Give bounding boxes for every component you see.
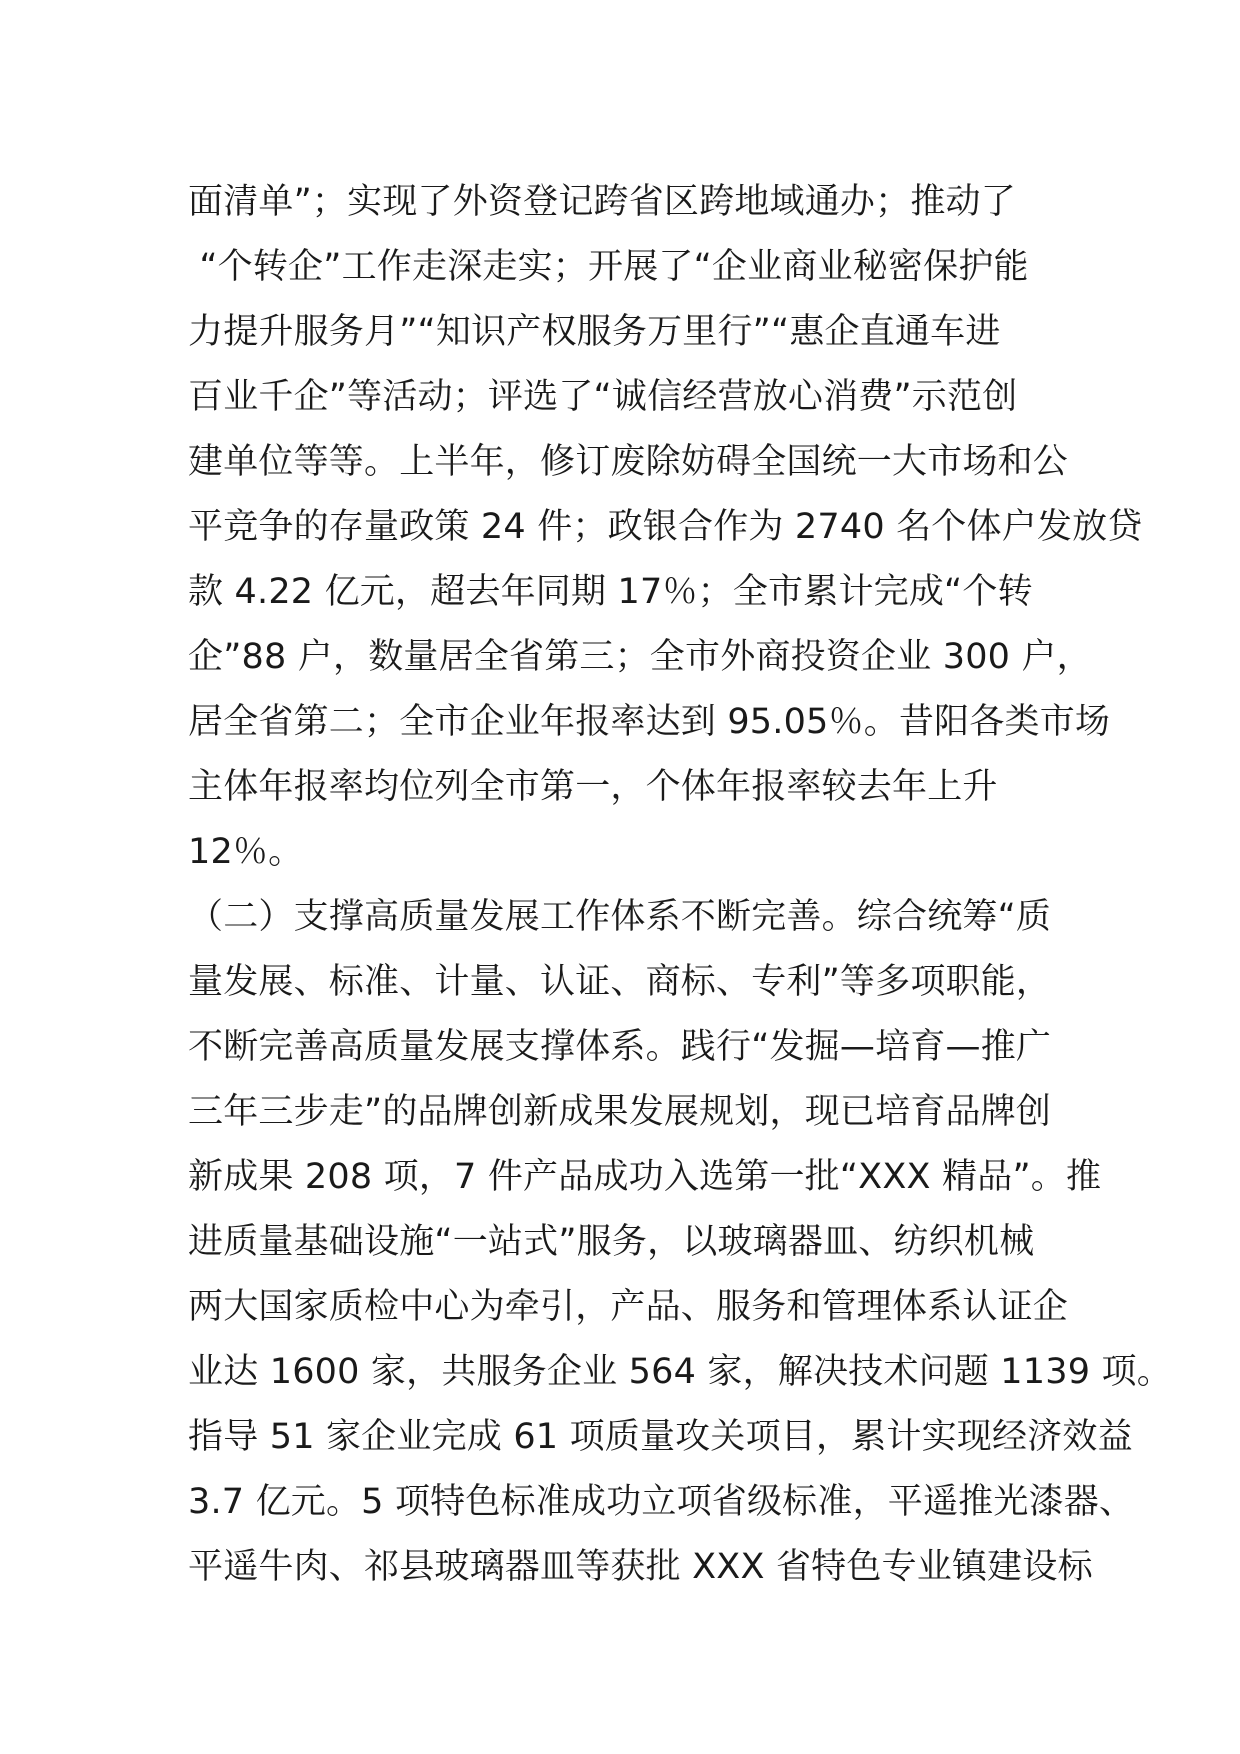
text-line: 百业千企”等活动；评选了“诚信经营放心消费”示范创 xyxy=(188,377,1018,417)
text-line: 居全省第二；全市企业年报率达到 95.05％。昔阳各类市场 xyxy=(188,702,1111,742)
text-line: 企”88 户，数量居全省第三；全市外商投资企业 300 户， xyxy=(188,637,1092,677)
text-line: 三年三步走”的品牌创新成果发展规划，现已培育品牌创 xyxy=(188,1092,1052,1132)
text-line: 力提升服务月”“知识产权服务万里行”“惠企直通车进 xyxy=(188,312,1001,352)
text-line: 平竞争的存量政策 24 件；政银合作为 2740 名个体户发放贷 xyxy=(188,507,1143,547)
text-line: 进质量基础设施“一站式”服务，以玻璃器皿、纺织机械 xyxy=(188,1222,1035,1262)
text-line: 业达 1600 家，共服务企业 564 家，解决技术问题 1139 项。 xyxy=(188,1352,1172,1392)
text-line: 指导 51 家企业完成 61 项质量攻关项目，累计实现经济效益 xyxy=(188,1417,1133,1457)
text-line: 建单位等等。上半年，修订废除妨碍全国统一大市场和公 xyxy=(188,442,1069,482)
text-line: 款 4.22 亿元，超去年同期 17％；全市累计完成“个转 xyxy=(188,572,1033,612)
section-heading-line: （二）支撑高质量发展工作体系不断完善。综合统筹“质 xyxy=(188,897,1052,937)
text-line: 两大国家质检中心为牵引，产品、服务和管理体系认证企 xyxy=(188,1287,1069,1327)
text-line: 面清单”；实现了外资登记跨省区跨地域通办；推动了 xyxy=(188,182,1016,222)
text-line: 不断完善高质量发展支撑体系。践行“发掘—培育—推广 xyxy=(188,1027,1052,1067)
text-line: 新成果 208 项，7 件产品成功入选第一批“XXX 精品”。推 xyxy=(188,1157,1102,1197)
text-line: 3.7 亿元。5 项特色标准成功立项省级标准，平遥推光漆器、 xyxy=(188,1482,1135,1522)
text-line: 量发展、标准、计量、认证、商标、专利”等多项职能， xyxy=(188,962,1052,1002)
text-line: 平遥牛肉、祁县玻璃器皿等获批 XXX 省特色专业镇建设标 xyxy=(188,1547,1093,1587)
text-line: 12％。 xyxy=(188,832,304,872)
body-text xyxy=(188,170,1172,1600)
text-line: “个转企”工作走深走实；开展了“企业商业秘密保护能 xyxy=(188,247,1029,287)
text-line: 主体年报率均位列全市第一，个体年报率较去年上升 xyxy=(188,767,998,807)
